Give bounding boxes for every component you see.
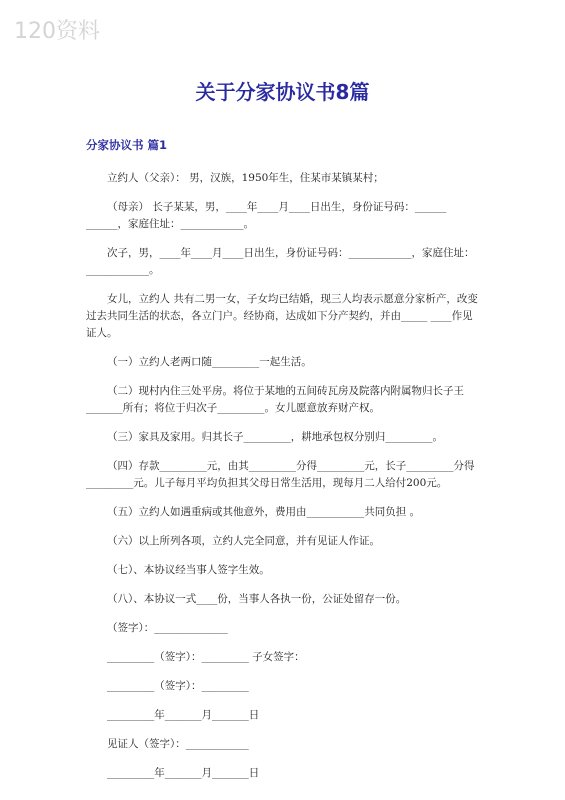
- document-body: [86, 170, 482, 794]
- clause-7: （七）、本协议经当事人签字生效。: [107, 564, 270, 576]
- date-line-2: _________年_______月_______日: [107, 767, 260, 779]
- clause-5: （五）立约人如遇重病或其他意外，费用由___________共同负担 。: [107, 506, 421, 518]
- clause-2: （二）现村内住三处平房。将位于某地的五间砖瓦房及院落内附属物归长子王_______所有；将位于归次子_________。女儿愿意放弃财产权。: [86, 385, 464, 414]
- signature-line-2: _________（签字）：_________ 子女签字：: [107, 651, 305, 663]
- signature-line-1: （签字）：______________: [107, 622, 228, 634]
- clause-3: （三）家具及家用。归其长子_________，耕地承包权分别归_________。: [107, 431, 443, 443]
- clause-4: （四）存款_________元，由其_________分得_________元，长子_________分得_________元。儿子每月平均负担其父母日常生活用，现每月二人给付200元。: [86, 460, 475, 489]
- clause-8: （八）、本协议一式____份，当事人各执一份，公证处留存一份。: [107, 593, 407, 605]
- date-line-1: _________年_______月_______日: [107, 709, 260, 721]
- signature-line-3: _________（签字）：_________: [107, 680, 249, 692]
- section-heading: 分家协议书 篇1: [86, 138, 168, 152]
- page-title: 关于分家协议书8篇: [195, 80, 370, 104]
- paragraph-second-son: 次子，男，____年____月____日出生，身份证号码：____________，家庭住址：____________。: [86, 247, 475, 276]
- paragraph-daughter-intro: 女儿，立约人 共有二男一女，子女均已结婚，现三人均表示愿意分家析产，改变过去共同生活的状态，各立门户。经协商，达成如下分产契约，并由_____ ____作见证人。: [86, 293, 478, 339]
- clause-6: （六）以上所列各项，立约人完全同意，并有见证人作证。: [107, 535, 380, 547]
- paragraph-mother-eldest-son: （母亲） 长子某某，男，____年____月____日出生，身份证号码：______ ______，家庭住址：____________。: [86, 201, 447, 230]
- witness-signature: 见证人（签字）：____________: [107, 738, 249, 750]
- paragraph-parties: 立约人（父亲）： 男，汉族，1950年生，住某市某镇某村；: [107, 172, 384, 184]
- clause-1: （一）立约人老两口随_________一起生活。: [107, 356, 312, 368]
- watermark: 120资料: [14, 19, 100, 44]
